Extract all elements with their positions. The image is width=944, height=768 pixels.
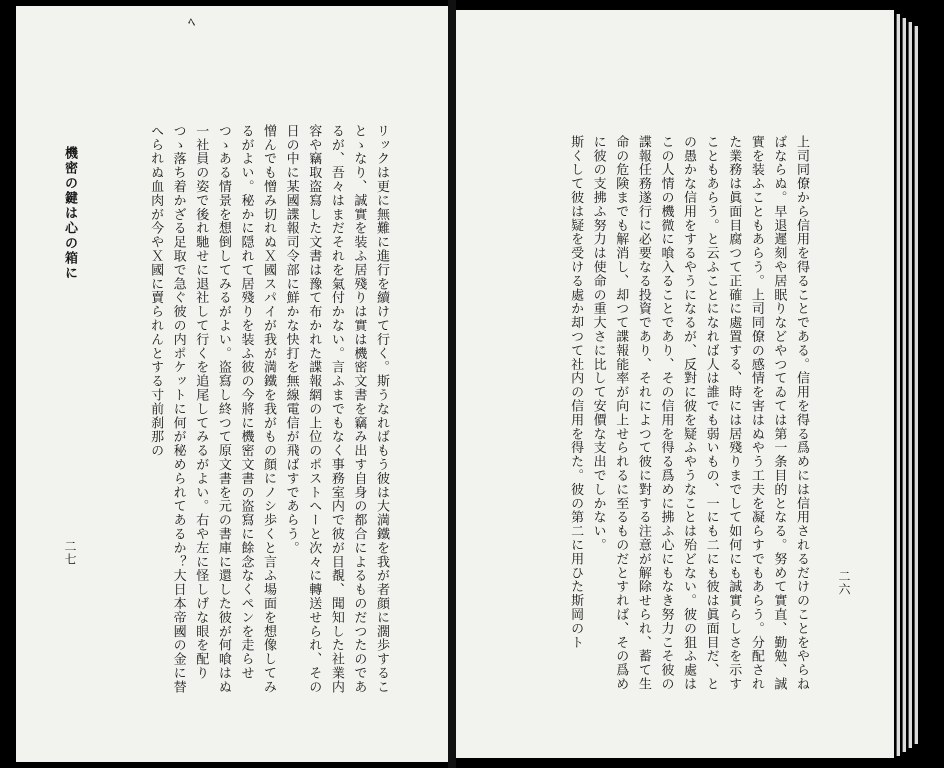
margin-mark: ﾍ <box>188 15 195 31</box>
page-edge <box>914 26 918 744</box>
left-page <box>16 6 448 762</box>
left-paragraph-2: 憎んでも憎み切れぬＸ國スパイが我が満鐵を我がもの顔にノシ歩くと言ふ場面を想像してみるがよい。秘かに隠れて居殘りを装ふ彼の今將に機密文書の盗寫に餘念なくペンを走らせつゝある情景を想倒してみるがよい。盗寫し終つて原文書を元の書庫に還した彼が何喰はぬ一社員の姿で後れ馳せに退社して行くを追尾してみるがよい。右や左に怪しげな眼を配りつゝ落ち着かざる足取で急ぐ彼の内ポケットに何が秘められてあるか？大日本帝國の金に替へられぬ血肉が今やＸ國に賣られんとする寸前刹那の <box>148 124 277 694</box>
page-edge <box>908 22 912 748</box>
book-gutter <box>448 0 456 768</box>
left-body-text <box>52 124 392 696</box>
right-paragraph-2: 斯くして彼は疑を受ける處か却つて社内の信用を得た。彼の第二に用ひた斯岡のト <box>568 135 584 650</box>
left-page-number: 二七 <box>63 540 77 566</box>
right-page <box>456 10 894 758</box>
running-head: 機密の鍵は心の箱に <box>62 146 77 281</box>
right-body-text <box>492 135 812 691</box>
right-paragraph-1: 上司同僚から信用を得ることである。信用を得る爲めには信用されるだけのことをやらねばならぬ。早退遲刻や居眠りなどやつてゐては第一条目的となる。努めて實直、勤勉、誠實を装ふこともあらう。上司同僚の感情を害はぬやう工夫を凝らすでもあらう。分配された業務は眞面目腐つて正確に處置する、時には居殘りまでして如何にも誠實らしさを示すこともあらう。と云ふことになれば人は誰でも弱いもの、一にも二にも彼は眞面目だ、との愚かな信用をするやうになるが、反對に彼を疑ふやうなことは殆どない。彼の狙ふ處はこの人情の機微に喰入ることであり、その信用を得る爲めに拂ふ心にもなき努力こそ彼の諜報任務遂行に必要なる投資であり、それによつて彼に對する注意が解除せられ、蓄て生命の危険までも解消し、却つて諜報能率が向上せられるに至るものだとすれば、その爲めに彼の支拂ふ努力は使命の重大さに比して安價な支出でしかない。 <box>590 135 809 691</box>
page-edge <box>902 18 906 752</box>
page-edge <box>896 14 900 756</box>
left-paragraph-1: リックは更に無難に進行を續けて行く。斯うなればもう彼は大満鐵を我が者顔に濶歩することゝなり、誠實を装ふ居殘りは實は機密文書を竊み出す自身の都合によるものだつたのであるが、吾々はまだそれを氣付かない。言ふまでもなく事務室内で彼が目覩、聞知した社業内容や竊取盗寫した文書は豫て布かれた諜報網の上位のポストへーと次々に轉送せられ、その日の中に某國諜報司令部に鮮かな快打を無線電信が飛ばすであらう。 <box>283 124 389 694</box>
right-page-number: 二六 <box>837 570 851 596</box>
